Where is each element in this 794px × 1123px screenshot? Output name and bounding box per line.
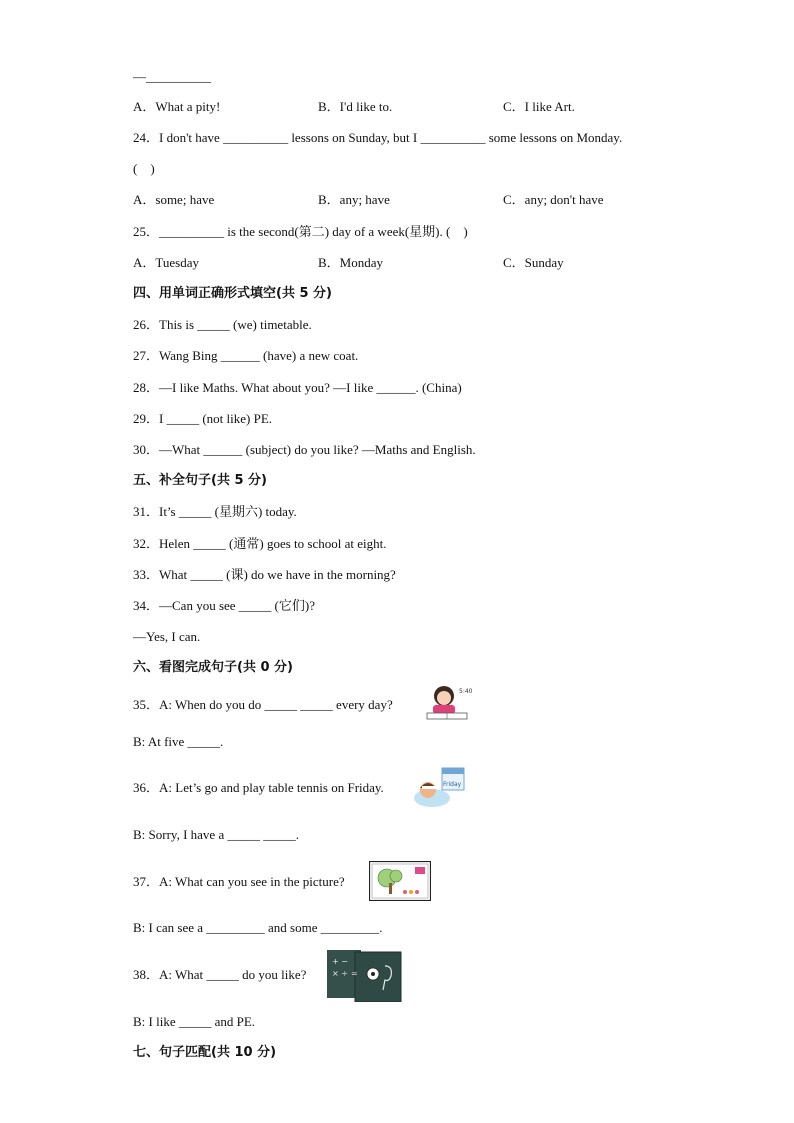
- q30: 30．—What ______ (subject) do you like? —Maths and English.: [133, 442, 476, 457]
- q34-answer: —Yes, I can.: [133, 629, 201, 644]
- q24-option-a: A．some; have: [133, 192, 215, 207]
- sick-in-bed-picture: [412, 766, 468, 810]
- section-4-title: 四、用单词正确形式填空(共 5 分): [133, 286, 332, 301]
- q23-option-a: A．What a pity!: [133, 99, 221, 114]
- maths-equals-sign: =: [351, 969, 358, 978]
- q26: 26．This is _____ (we) timetable.: [133, 317, 312, 332]
- q24-option-b: B．any; have: [318, 192, 390, 207]
- q25-option-b: B．Monday: [318, 255, 384, 270]
- q37-answer: B: I can see a _________ and some _________.: [133, 920, 383, 935]
- q33: 33．What _____ (课) do we have in the morning?: [133, 567, 396, 582]
- q37-question: 37．A: What can you see in the picture?: [133, 874, 345, 889]
- q24-option-c: C．any; don't have: [503, 192, 604, 207]
- q36-question: 36．A: Let’s go and play table tennis on Friday.: [133, 780, 384, 795]
- q23-option-c: C．I like Art.: [503, 99, 575, 114]
- section-7-title: 七、句子匹配(共 10 分): [133, 1045, 277, 1060]
- q25-text: 25．__________ is the second(第二) day of a week(星期). ( ): [133, 224, 468, 239]
- q34: 34．—Can you see _____ (它们)?: [133, 598, 315, 613]
- q35-question: 35．A: When do you do _____ _____ every day?: [133, 697, 393, 712]
- tree-flowers-picture: [369, 861, 431, 901]
- q25-option-c: C．Sunday: [503, 255, 564, 270]
- calendar-day-label: Friday: [443, 781, 462, 788]
- q27: 27．Wang Bing ______ (have) a new coat.: [133, 348, 359, 363]
- girl-homework-picture: [421, 683, 476, 723]
- q25-option-a: A．Tuesday: [133, 255, 199, 270]
- q38-question: 38．A: What _____ do you like?: [133, 967, 307, 982]
- q24-text: 24．I don't have __________ lessons on Sunday, but I __________ some lessons on Monday.: [133, 130, 623, 145]
- section-6-title: 六、看图完成句子(共 0 分): [133, 660, 293, 675]
- q38-answer: B: I like _____ and PE.: [133, 1014, 256, 1029]
- q29: 29．I _____ (not like) PE.: [133, 411, 273, 426]
- answer-blank-line: —__________: [133, 69, 211, 84]
- q32: 32．Helen _____ (通常) goes to school at eight.: [133, 536, 387, 551]
- q35-answer: B: At five _____.: [133, 734, 224, 749]
- q24-bracket: ( ): [133, 161, 155, 176]
- q36-answer: B: Sorry, I have a _____ _____.: [133, 827, 299, 842]
- q23-option-b: B．I'd like to.: [318, 99, 393, 114]
- clock-time-label: 5:40: [459, 688, 473, 695]
- q31: 31．It’s _____ (星期六) today.: [133, 504, 297, 519]
- maths-symbols-bottom: × ÷: [332, 969, 348, 978]
- section-5-title: 五、补全句子(共 5 分): [133, 473, 267, 488]
- maths-symbols-top: + −: [332, 957, 348, 966]
- q28: 28．—I like Maths. What about you? —I like ______. (China): [133, 380, 462, 395]
- maths-pe-boards-picture: [327, 950, 403, 1002]
